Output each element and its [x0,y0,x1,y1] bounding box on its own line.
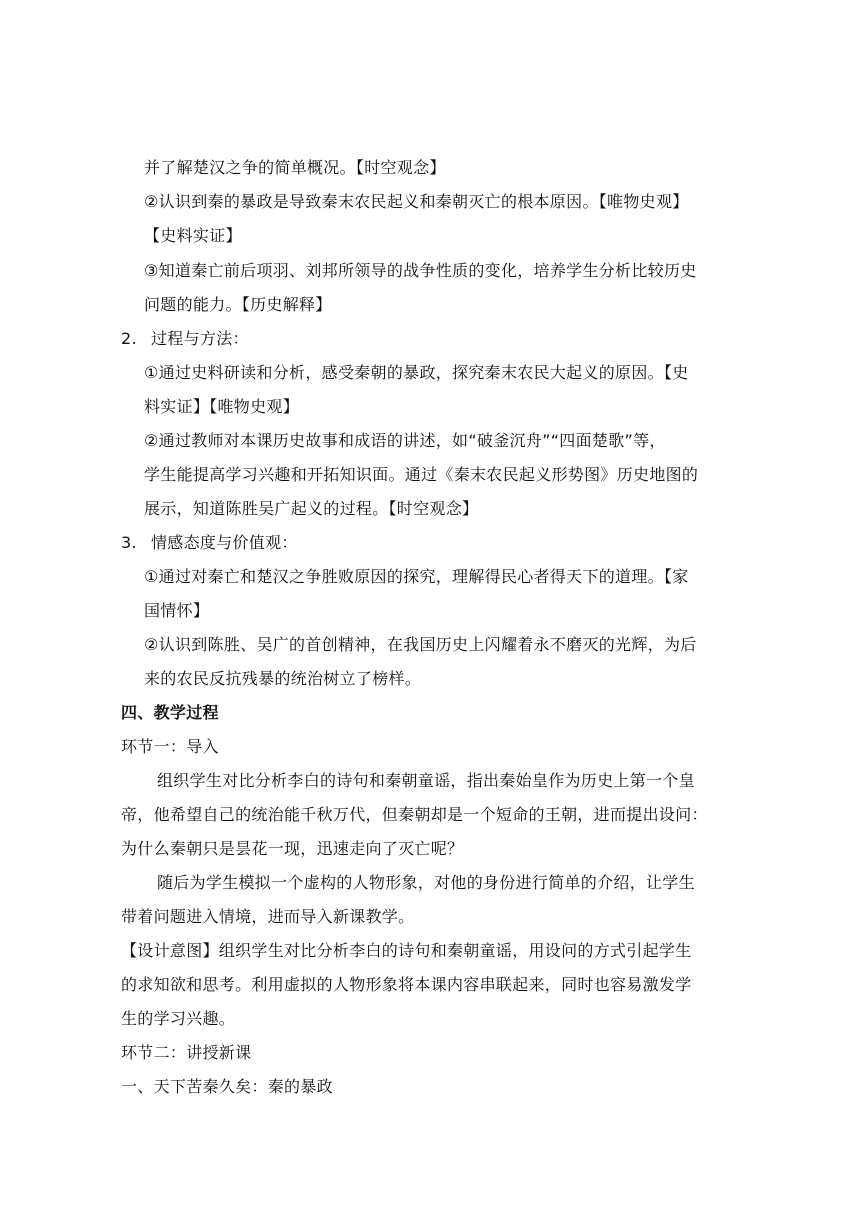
subsection-title: 一、天下苦秦久矣：秦的暴政 [121,1077,333,1096]
text-line: 学生能提高学习兴趣和开拓知识面。通过《秦末农民起义形势图》历史地图的 [144,465,699,484]
paragraph-line: 为什么秦朝只是昙花一现，迅速走向了灭亡呢？ [121,839,464,858]
paragraph-line: 随后为学生模拟一个虚构的人物形象，对他的身份进行简单的介绍，让学生 [157,873,695,892]
paragraph-line: 帝，他希望自己的统治能千秋万代，但秦朝却是一个短命的王朝，进而提出设问： [121,805,708,824]
text-line: 【史料实证】 [144,226,242,245]
design-intent-line: 【设计意图】组织学生对比分析李白的诗句和秦朝童谣，用设问的方式引起学生 [121,941,692,960]
step-title: 环节二：讲授新课 [121,1043,252,1062]
design-intent-line: 的求知欲和思考。利用虚拟的人物形象将本课内容串联起来，同时也容易激发学 [121,975,692,994]
list-title: 过程与方法： [151,329,249,348]
list-number: 2. [121,329,137,348]
text-line: ①通过对秦亡和楚汉之争胜败原因的探究，理解得民心者得天下的道理。【家 [144,567,689,586]
text-line: 来的农民反抗残暴的统治树立了榜样。 [144,669,422,688]
paragraph-line: 带着问题进入情境，进而导入新课教学。 [121,907,415,926]
list-title: 情感态度与价值观： [151,533,298,552]
text-line: 国情怀】 [144,601,210,620]
text-line: 问题的能力。【历史解释】 [144,295,332,314]
section-heading: 四、教学过程 [121,703,219,722]
text-line: 料实证】【唯物史观】 [144,397,300,416]
paragraph-line: 组织学生对比分析李白的诗句和秦朝童谣，指出秦始皇作为历史上第一个皇 [157,771,695,790]
text-line: 并了解楚汉之争的简单概况。【时空观念】 [144,158,446,177]
text-line: ②认识到秦的暴政是导致秦末农民起义和秦朝灭亡的根本原因。【唯物史观】 [144,192,689,211]
text-line: 展示，知道陈胜吴广起义的过程。【时空观念】 [144,499,479,518]
text-line: ②通过教师对本课历史故事和成语的讲述，如“破釜沉舟”“四面楚歌”等， [144,431,666,450]
text-line: ①通过史料研读和分析，感受秦朝的暴政，探究秦末农民大起义的原因。【史 [144,363,689,382]
text-line: ③知道秦亡前后项羽、刘邦所领导的战争性质的变化，培养学生分析比较历史 [144,261,697,280]
design-intent-line: 生的学习兴趣。 [121,1009,236,1028]
step-title: 环节一：导入 [121,737,219,756]
list-number: 3. [121,533,137,552]
text-line: ②认识到陈胜、吴广的首创精神，在我国历史上闪耀着永不磨灭的光辉，为后 [144,635,697,654]
